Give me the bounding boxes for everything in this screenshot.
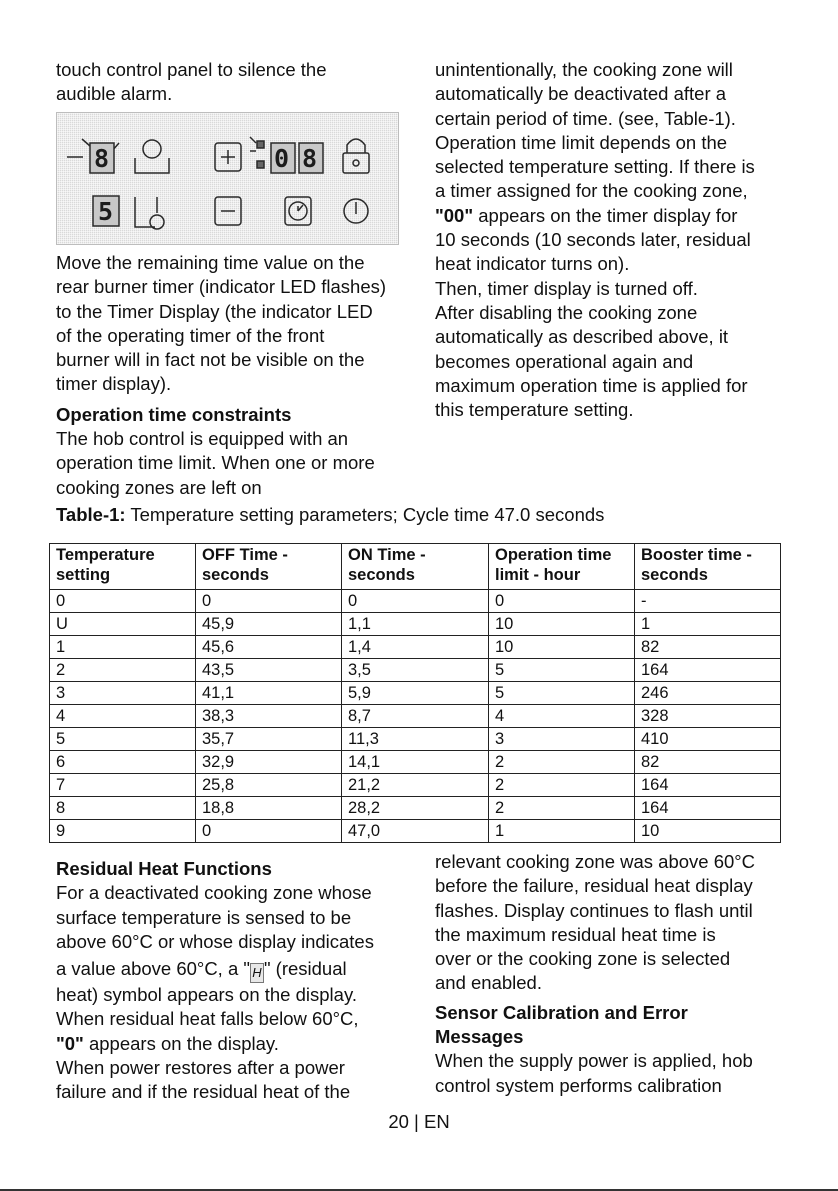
text-line: a timer assigned for the cooking zone,: [435, 180, 748, 202]
table-row: [50, 705, 781, 728]
burner-icon: [135, 158, 169, 173]
text-line: automatically as described above, it: [435, 326, 729, 348]
column-header: [635, 544, 781, 590]
text-line: relevant cooking zone was above 60°C: [435, 851, 756, 872]
text-line: Operation time limit depends on the: [435, 131, 728, 153]
led-icon: [257, 141, 264, 148]
header-line: limit - hour: [495, 566, 581, 584]
table-cell: 2: [50, 659, 196, 682]
page-footer: 20 | EN: [388, 1111, 450, 1132]
column-header: [489, 544, 635, 590]
table-caption-text: Temperature setting parameters; Cycle time 47.0 seconds: [125, 504, 605, 525]
indicator-ray: [82, 139, 90, 146]
table-cell: 4: [489, 705, 635, 728]
header-line: seconds: [641, 566, 708, 584]
text-line: and enabled.: [435, 972, 542, 994]
table-cell: 82: [635, 751, 781, 774]
header-line: setting: [56, 566, 111, 584]
text-line: becomes operational again and: [435, 350, 694, 372]
left-column-top: [56, 58, 416, 107]
text-line: [56, 957, 416, 983]
text-line: Then, timer display is turned off.: [435, 277, 698, 299]
text-span: a value above 60°C, a ": [56, 958, 250, 980]
table-cell: 1,1: [342, 613, 489, 636]
text-line: For a deactivated cooking zone whose: [56, 882, 372, 904]
table-cell: 43,5: [196, 659, 342, 682]
text-line: surface temperature is sensed to be: [56, 906, 352, 928]
text-line: selected temperature setting. If there is: [435, 156, 755, 178]
text-line: When the supply power is applied, hob: [435, 1050, 753, 1072]
lock-icon: [347, 139, 365, 153]
text-line: 10 seconds (10 seconds later, residual: [435, 229, 751, 251]
table-cell: 0: [196, 820, 342, 843]
table-cell: 3: [489, 728, 635, 751]
text-line: above 60°C or whose display indicates: [56, 930, 374, 952]
section-heading: Messages: [435, 1026, 524, 1048]
table-row: [50, 774, 781, 797]
table-cell: 0: [342, 590, 489, 613]
table-cell: -: [635, 590, 781, 613]
display-digit: 8: [94, 144, 110, 173]
table-cell: 5: [489, 659, 635, 682]
timer-digits: 08: [274, 144, 331, 173]
table-cell: 38,3: [196, 705, 342, 728]
table-cell: 1: [489, 820, 635, 843]
table-cell: 8,7: [342, 705, 489, 728]
burner-icon: [143, 140, 161, 158]
table-cell: 18,8: [196, 797, 342, 820]
header-line: seconds: [202, 566, 269, 584]
text-line: timer display).: [56, 373, 172, 395]
text-line: [56, 1032, 416, 1056]
indicator-ray: [250, 137, 256, 143]
table-cell: U: [50, 613, 196, 636]
text-line: heat) symbol appears on the display.: [56, 984, 357, 1006]
table-cell: 32,9: [196, 751, 342, 774]
table-cell: 10: [489, 613, 635, 636]
table-cell: 164: [635, 659, 781, 682]
table-cell: 45,6: [196, 636, 342, 659]
table-cell: 328: [635, 705, 781, 728]
table-cell: 0: [50, 590, 196, 613]
lock-icon: [343, 153, 369, 173]
residual-heat-symbol-icon: H: [250, 963, 264, 983]
text-line: The hob control is equipped with an: [56, 428, 349, 450]
table-cell: 41,1: [196, 682, 342, 705]
text-line: certain period of time. (see, Table-1).: [435, 107, 736, 129]
control-panel-illustration: [56, 112, 399, 245]
table-caption-label: Table-1:: [56, 504, 126, 525]
table-cell: 2: [489, 774, 635, 797]
text-span: appears on the timer display for: [473, 204, 738, 226]
header-line: Booster time -: [641, 546, 752, 564]
table-cell: 14,1: [342, 751, 489, 774]
text-line: Move the remaining time value on the: [56, 252, 365, 273]
table-row: [50, 797, 781, 820]
left-column-bottom: [56, 857, 416, 1105]
table-cell: 3,5: [342, 659, 489, 682]
table-cell: 0: [489, 590, 635, 613]
text-line: [435, 204, 795, 228]
header-line: OFF Time -: [202, 546, 288, 564]
header-line: ON Time -: [348, 546, 426, 564]
lock-icon: [353, 160, 359, 166]
table-cell: 82: [635, 636, 781, 659]
section-heading: Sensor Calibration and Error: [435, 1001, 688, 1023]
text-line: automatically be deactivated after a: [435, 83, 727, 105]
table-cell: 0: [196, 590, 342, 613]
column-header: [342, 544, 489, 590]
table-cell: 2: [489, 751, 635, 774]
text-line: After disabling the cooking zone: [435, 301, 698, 323]
text-line: audible alarm.: [56, 83, 173, 105]
text-line: heat indicator turns on).: [435, 253, 630, 275]
bold-code: "0": [56, 1032, 84, 1054]
text-line: When residual heat falls below 60°C,: [56, 1008, 359, 1030]
table-cell: 25,8: [196, 774, 342, 797]
table-cell: 1,4: [342, 636, 489, 659]
table-row: [50, 682, 781, 705]
table-cell: 1: [50, 636, 196, 659]
display-digit: 5: [98, 197, 114, 226]
table-cell: 10: [489, 636, 635, 659]
burner-icon: [150, 215, 164, 229]
text-line: unintentionally, the cooking zone will: [435, 59, 733, 80]
temperature-settings-table: [49, 543, 781, 843]
table-header-row: [50, 544, 781, 590]
table-cell: 3: [50, 682, 196, 705]
table-row: [50, 820, 781, 843]
text-line: before the failure, residual heat display: [435, 875, 753, 897]
text-line: burner will in fact not be visible on the: [56, 349, 365, 371]
table-row: [50, 613, 781, 636]
table-cell: 164: [635, 774, 781, 797]
header-line: seconds: [348, 566, 415, 584]
table-cell: 7: [50, 774, 196, 797]
table-row: [50, 659, 781, 682]
table-cell: 410: [635, 728, 781, 751]
left-column-middle: [56, 251, 426, 500]
text-line: control system performs calibration: [435, 1074, 722, 1096]
table-cell: 5: [50, 728, 196, 751]
text-line: cooking zones are left on: [56, 476, 262, 498]
table-row: [50, 590, 781, 613]
text-line: maximum operation time is applied for: [435, 374, 748, 396]
table-cell: 9: [50, 820, 196, 843]
table-cell: 35,7: [196, 728, 342, 751]
table-row: [50, 751, 781, 774]
text-span: " (residual: [263, 958, 347, 980]
table-cell: 11,3: [342, 728, 489, 751]
table-cell: 6: [50, 751, 196, 774]
column-header: [50, 544, 196, 590]
table-cell: 47,0: [342, 820, 489, 843]
text-line: When power restores after a power: [56, 1057, 345, 1079]
table-cell: 21,2: [342, 774, 489, 797]
section-heading: Operation time constraints: [56, 403, 292, 425]
text-line: touch control panel to silence the: [56, 59, 327, 80]
table-cell: 2: [489, 797, 635, 820]
table-row: [50, 728, 781, 751]
table-cell: 10: [635, 820, 781, 843]
table-row: [50, 636, 781, 659]
burner-icon: [135, 197, 155, 227]
table-cell: 45,9: [196, 613, 342, 636]
text-line: this temperature setting.: [435, 399, 634, 421]
led-icon: [257, 161, 264, 168]
column-header: [196, 544, 342, 590]
control-panel-svg: [57, 113, 400, 246]
table-cell: 28,2: [342, 797, 489, 820]
table-cell: 4: [50, 705, 196, 728]
table-cell: 5: [489, 682, 635, 705]
text-line: over or the cooking zone is selected: [435, 948, 731, 970]
text-line: operation time limit. When one or more: [56, 452, 375, 474]
table-cell: 1: [635, 613, 781, 636]
text-line: of the operating timer of the front: [56, 324, 325, 346]
text-line: flashes. Display continues to flash until: [435, 899, 753, 921]
header-line: Operation time: [495, 546, 612, 564]
text-span: appears on the display.: [83, 1032, 279, 1054]
table-cell: 5,9: [342, 682, 489, 705]
table-caption: [56, 503, 604, 527]
table-cell: 246: [635, 682, 781, 705]
header-line: Temperature: [56, 546, 155, 564]
table-cell: 8: [50, 797, 196, 820]
section-heading: Residual Heat Functions: [56, 858, 272, 879]
table-cell: 164: [635, 797, 781, 820]
text-line: rear burner timer (indicator LED flashes): [56, 276, 387, 298]
table-body: [50, 590, 781, 843]
right-column-bottom: [435, 850, 805, 1098]
text-line: the maximum residual heat time is: [435, 923, 716, 945]
text-line: to the Timer Display (the indicator LED: [56, 300, 373, 322]
bold-code: "00": [435, 204, 474, 226]
text-line: failure and if the residual heat of the: [56, 1081, 351, 1103]
right-column-top: [435, 58, 795, 422]
